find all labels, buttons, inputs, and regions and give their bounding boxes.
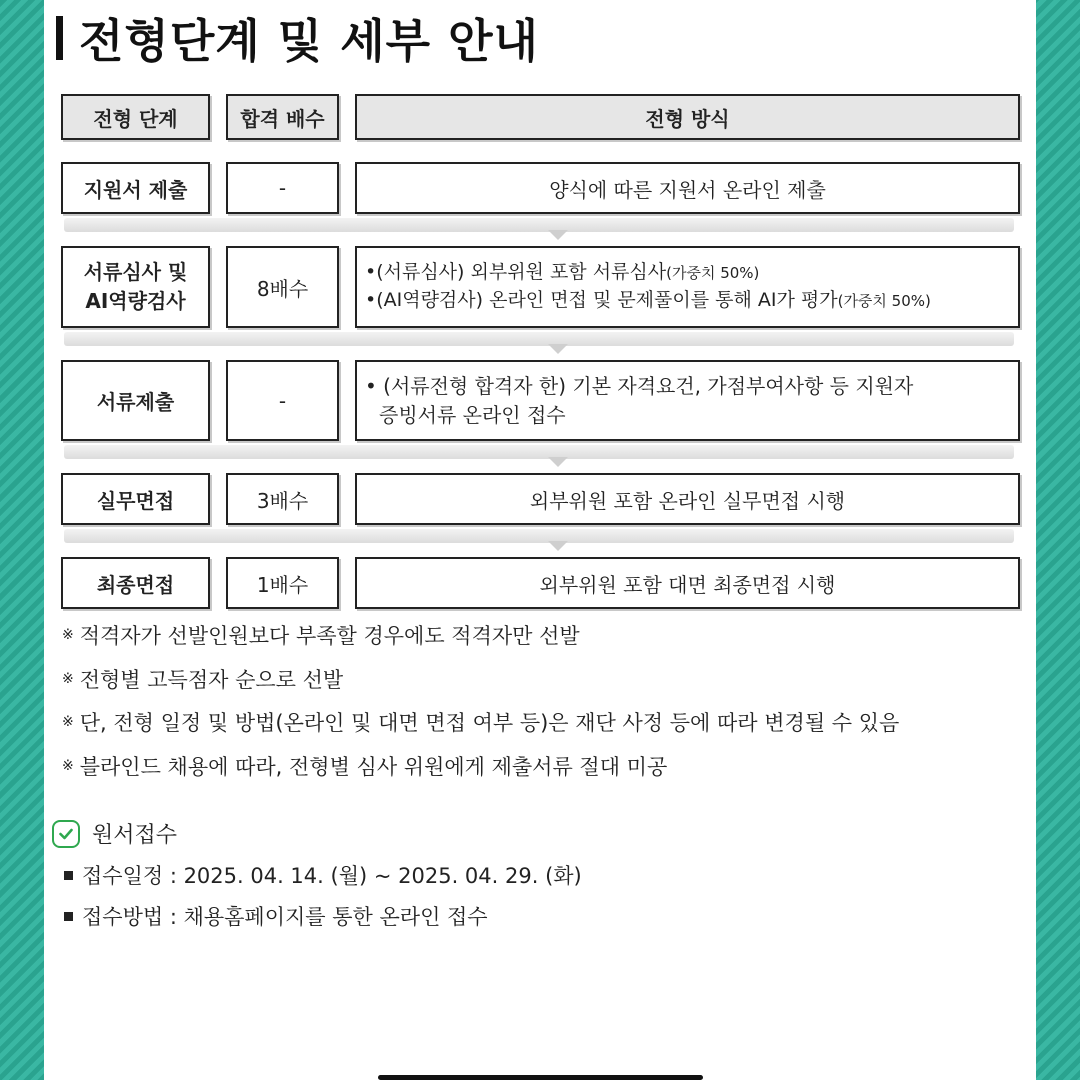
step-arrow <box>64 445 1014 459</box>
application-item-text: 접수일정 : 2025. 04. 14. (월) ~ 2025. 04. 29. (화) <box>82 864 582 888</box>
note-item <box>62 620 580 650</box>
page-title <box>56 6 539 70</box>
title-bar <box>56 16 63 60</box>
ratio-cell: 3배수 <box>226 473 339 525</box>
header-ratio: 합격 배수 <box>226 94 339 140</box>
note-mark: ※ <box>62 758 74 774</box>
stage-cell: 지원서 제출 <box>61 162 210 214</box>
note-text: 블라인드 채용에 따라, 전형별 심사 위원에게 제출서류 절대 미공 <box>79 755 668 779</box>
application-heading <box>52 818 177 849</box>
method-cell: 외부위원 포함 온라인 실무면접 시행 <box>355 473 1020 525</box>
application-item-text: 접수방법 : 채용홈페이지를 통한 온라인 접수 <box>82 905 488 929</box>
application-item <box>64 901 488 931</box>
note-text: 전형별 고득점자 순으로 선발 <box>79 668 344 692</box>
home-indicator[interactable] <box>378 1075 703 1080</box>
stage-cell: 서류제출 <box>61 360 210 441</box>
weight-note: (가중치 50%) <box>666 264 760 282</box>
method-line <box>365 287 931 315</box>
method-cell: 외부위원 포함 대면 최종면접 시행 <box>355 557 1020 609</box>
stage-cell: 실무면접 <box>61 473 210 525</box>
header-stage: 전형 단계 <box>61 94 210 140</box>
content-page <box>44 0 1036 1080</box>
square-bullet-icon <box>64 912 73 921</box>
method-text: •(AI역량검사) 온라인 면접 및 문제풀이를 통해 AI가 평가 <box>365 289 838 311</box>
method-line <box>365 259 931 287</box>
ratio-cell: 1배수 <box>226 557 339 609</box>
method-cell: 양식에 따른 지원서 온라인 제출 <box>355 162 1020 214</box>
step-arrow <box>64 218 1014 232</box>
ratio-cell: 8배수 <box>226 246 339 328</box>
application-item <box>64 860 582 890</box>
step-arrow <box>64 332 1014 346</box>
stage-line: AI역량검사 <box>85 289 186 313</box>
note-mark: ※ <box>62 714 74 730</box>
check-box-icon <box>52 820 80 848</box>
stage-line: 서류심사 및 <box>83 260 188 284</box>
note-item <box>62 707 899 737</box>
note-text: 단, 전형 일정 및 방법(온라인 및 대면 면접 여부 등)은 재단 사정 등에 따라 변경될 수 있음 <box>79 711 900 735</box>
note-item <box>62 664 343 694</box>
header-method: 전형 방식 <box>355 94 1020 140</box>
square-bullet-icon <box>64 871 73 880</box>
page-title-text: 전형단계 및 세부 안내 <box>79 14 539 68</box>
method-text: 증빙서류 온라인 접수 <box>379 402 566 427</box>
note-text: 적격자가 선발인원보다 부족할 경우에도 적격자만 선발 <box>79 624 580 648</box>
method-text: • (서류전형 합격자 한) 기본 자격요건, 가점부여사항 등 지원자 <box>365 373 914 398</box>
method-cell <box>355 246 1020 328</box>
application-heading-text: 원서접수 <box>92 823 178 848</box>
note-mark: ※ <box>62 627 74 643</box>
ratio-cell: - <box>226 360 339 441</box>
note-item <box>62 751 667 781</box>
method-cell <box>355 360 1020 441</box>
ratio-cell: - <box>226 162 339 214</box>
stage-cell <box>61 246 210 328</box>
weight-note: (가중치 50%) <box>837 292 931 310</box>
stage-cell: 최종면접 <box>61 557 210 609</box>
note-mark: ※ <box>62 671 74 687</box>
method-text: •(서류심사) 외부위원 포함 서류심사 <box>365 261 667 283</box>
step-arrow <box>64 529 1014 543</box>
